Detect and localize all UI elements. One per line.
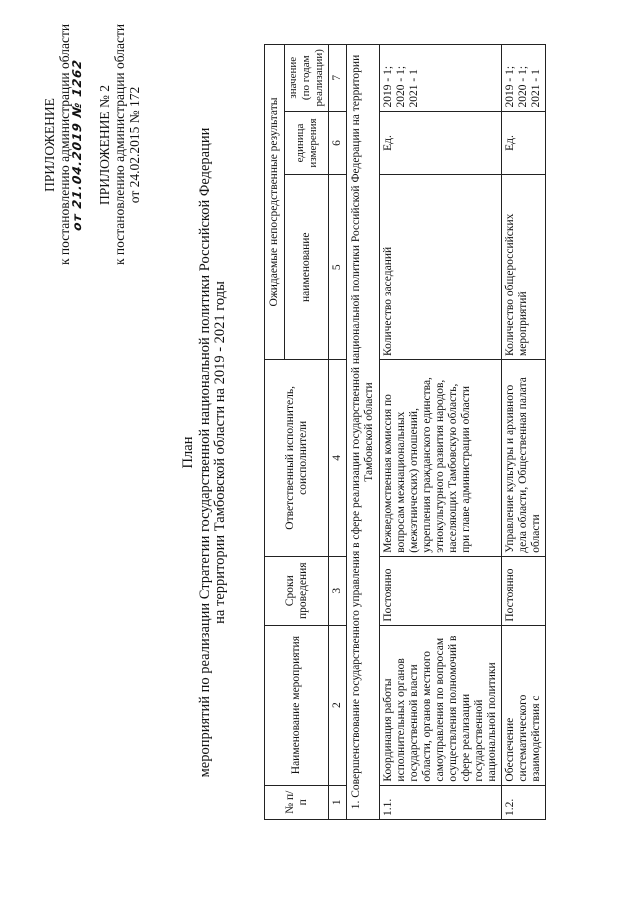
value-2021: 2021 - 1 bbox=[530, 69, 542, 108]
header-results: Ожидаемые непосредственные результаты bbox=[265, 45, 285, 360]
header-executor: Ответственный исполнитель, соисполнители bbox=[265, 359, 329, 556]
decree-date: от 24.02.2015 № 172 bbox=[127, 86, 142, 204]
header-unit: единица измерения bbox=[285, 111, 329, 175]
value-2020: 2020 - 1; bbox=[395, 65, 407, 108]
measure-unit: Ед. bbox=[502, 111, 546, 175]
col-number: 2 bbox=[329, 625, 347, 785]
appendix-number-label: ПРИЛОЖЕНИЕ № 2 bbox=[97, 84, 112, 206]
col-number: 7 bbox=[329, 45, 347, 112]
table-row bbox=[502, 45, 546, 820]
column-number-row bbox=[329, 45, 347, 820]
measure-unit: Ед. bbox=[380, 111, 502, 175]
measure-name: Координация работы исполнительных органов государственной власти области, органов местного самоуправления по вопросам осуществления полномочий в сфере реализации государственной национальной политики bbox=[380, 625, 502, 785]
measure-executor: Межведомственная комиссия по вопросам межнациональных (межэтнических) отношений, укрепления гражданского единства, этнокультурного развития народов, населяющих Тамбовскую область, при главе администрации области bbox=[380, 359, 502, 556]
header-terms: Сроки проведения bbox=[265, 556, 329, 625]
header-result-name: наименование bbox=[285, 175, 329, 360]
value-2019: 2019 - 1; bbox=[382, 65, 394, 108]
row-number: 1.2. bbox=[502, 785, 546, 819]
measure-result: Количество заседаний bbox=[380, 175, 502, 360]
value-2021: 2021 - 1 bbox=[408, 69, 420, 108]
section-heading: 1. Совершенствование государственного управления в сфере реализации государственной национальной политики Российской Федерации на территории Тамбовской области bbox=[347, 45, 380, 820]
document-subtitle-line2: на территории Тамбовской области на 2019 - 2021 годы bbox=[212, 281, 228, 624]
col-number: 1 bbox=[329, 785, 347, 819]
row-number: 1.1. bbox=[380, 785, 502, 819]
measure-executor: Управление культуры и архивного дела области, Общественная палата области bbox=[502, 359, 546, 556]
col-number: 3 bbox=[329, 556, 347, 625]
col-number: 4 bbox=[329, 359, 347, 556]
header-name: Наименование мероприятия bbox=[265, 625, 329, 785]
appendix-label: ПРИЛОЖЕНИЕ bbox=[42, 98, 57, 192]
header-num: № п/п bbox=[265, 785, 329, 819]
header-value: значение (по годам реализации) bbox=[285, 45, 329, 112]
handwritten-date-signature: от 21.04.2019 № 1262 bbox=[70, 58, 84, 232]
document-title: План bbox=[180, 436, 196, 469]
measure-terms: Постоянно bbox=[502, 556, 546, 625]
measure-terms: Постоянно bbox=[380, 556, 502, 625]
measure-values bbox=[502, 45, 546, 112]
measure-name: Обеспечение систематического взаимодействия с bbox=[502, 625, 546, 785]
decree-reference: к постановлению администрации области bbox=[57, 23, 72, 265]
measure-values bbox=[380, 45, 502, 112]
value-2020: 2020 - 1; bbox=[517, 65, 529, 108]
value-2019: 2019 - 1; bbox=[504, 65, 516, 108]
decree-reference-2: к постановлению администрации области bbox=[112, 23, 127, 265]
col-number: 5 bbox=[329, 175, 347, 360]
document-subtitle-line1: мероприятий по реализации Стратегии государственной национальной политики Российской Федерации bbox=[197, 127, 213, 778]
measures-table bbox=[264, 44, 546, 820]
table-row bbox=[380, 45, 502, 820]
measure-result: Количество общероссийских мероприятий bbox=[502, 175, 546, 360]
col-number: 6 bbox=[329, 111, 347, 175]
